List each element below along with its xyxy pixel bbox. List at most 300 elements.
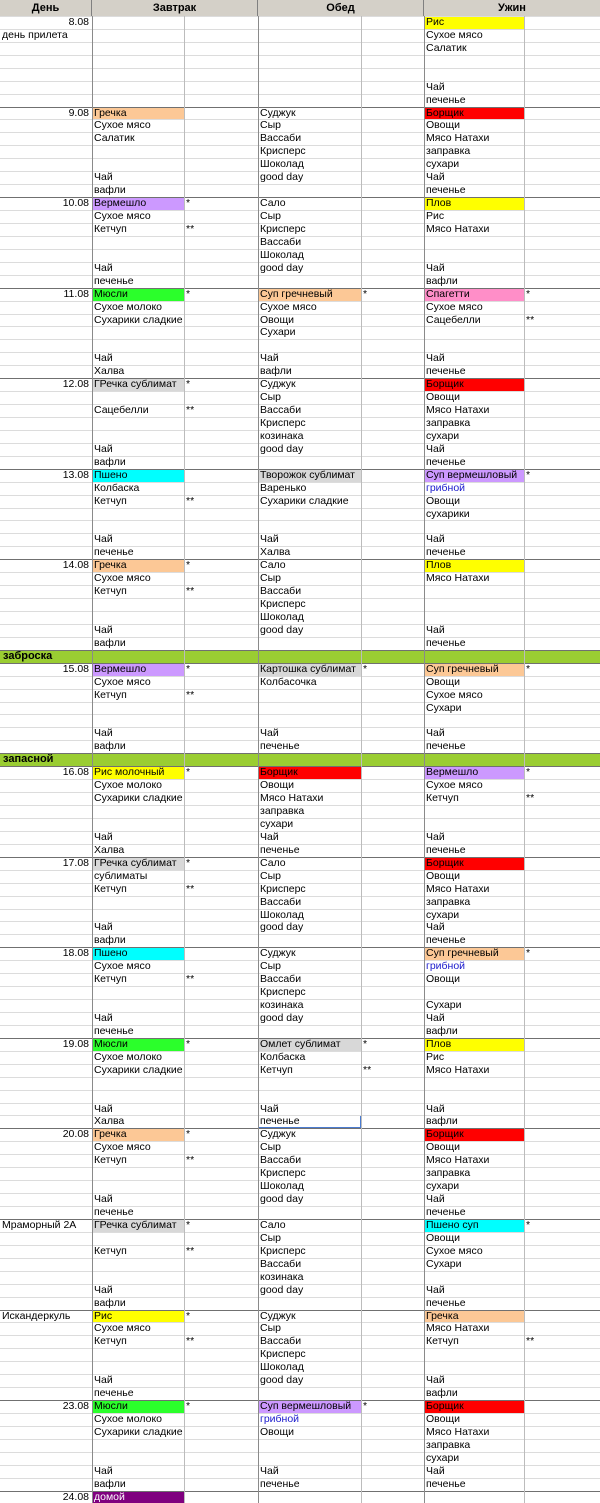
cell-dinner[interactable]: заправка bbox=[426, 1167, 471, 1180]
cell-dinner[interactable]: Овощи bbox=[426, 1231, 460, 1244]
cell-dinner[interactable]: сухари bbox=[426, 908, 460, 921]
cell-dinner-mark[interactable]: * bbox=[526, 662, 531, 675]
cell-breakfast[interactable]: Кетчуп bbox=[94, 1244, 127, 1257]
cell-dinner[interactable]: Овощи bbox=[426, 1412, 460, 1425]
cell-lunch[interactable]: Вассаби bbox=[260, 585, 302, 598]
cell-breakfast[interactable]: Сухое молоко bbox=[94, 1412, 163, 1425]
cell-breakfast[interactable]: ГРечка сублимат bbox=[92, 1219, 184, 1232]
cell-lunch[interactable]: Шоколад bbox=[260, 611, 304, 623]
cell-dinner[interactable]: Спагетти bbox=[424, 288, 524, 301]
cell-lunch[interactable]: Чай bbox=[260, 1102, 279, 1115]
cell-lunch[interactable]: Суджук bbox=[260, 106, 296, 119]
header-dinner[interactable]: Ужин bbox=[498, 2, 526, 14]
cell-lunch[interactable]: Вассаби bbox=[260, 1154, 302, 1167]
cell-breakfast[interactable]: Пшено bbox=[92, 469, 184, 482]
cell-lunch[interactable]: good day bbox=[260, 171, 304, 184]
cell-breakfast[interactable]: Кетчуп bbox=[94, 585, 127, 598]
cell-lunch[interactable]: Суп вермешловый bbox=[258, 1400, 361, 1413]
cell-breakfast[interactable]: Сухое мясо bbox=[94, 675, 151, 688]
cell-dinner[interactable]: Мясо Натахи bbox=[426, 1154, 490, 1167]
cell-dinner[interactable]: Суп вермешловый bbox=[424, 469, 524, 482]
cell-lunch[interactable]: Чай bbox=[260, 1464, 279, 1477]
cell-breakfast[interactable]: Чай bbox=[94, 171, 113, 184]
cell-dinner[interactable]: Чай bbox=[426, 830, 445, 843]
cell-dinner[interactable]: Чай bbox=[426, 533, 445, 546]
cell-breakfast-mark[interactable]: ** bbox=[186, 1154, 195, 1167]
cell-breakfast-mark[interactable]: * bbox=[186, 1218, 191, 1231]
cell-breakfast[interactable]: печенье bbox=[94, 1206, 134, 1219]
cell-breakfast[interactable]: Сухое мясо bbox=[94, 960, 151, 973]
cell-dinner[interactable]: вафли bbox=[426, 1115, 458, 1128]
cell-dinner[interactable]: Мясо Натахи bbox=[426, 1063, 490, 1076]
cell-dinner[interactable]: печенье bbox=[426, 1296, 466, 1309]
cell-dinner[interactable]: вафли bbox=[426, 1024, 458, 1037]
cell-dinner[interactable]: Мясо Натахи bbox=[426, 1322, 490, 1335]
cell-dinner[interactable]: Суп гречневый bbox=[424, 663, 524, 676]
cell-day[interactable]: 19.08 bbox=[62, 1037, 89, 1050]
cell-breakfast[interactable]: Чай bbox=[94, 1193, 113, 1206]
cell-lunch[interactable]: Картошка сублимат bbox=[258, 663, 361, 676]
cell-lunch[interactable]: Шоколад bbox=[260, 1361, 304, 1374]
cell-lunch[interactable]: Сало bbox=[260, 1218, 286, 1231]
cell-dinner[interactable]: печенье bbox=[426, 636, 466, 649]
cell-dinner[interactable]: Сухари bbox=[426, 1257, 462, 1270]
cell-lunch[interactable]: Крисперс bbox=[260, 222, 306, 235]
cell-breakfast[interactable]: вафли bbox=[94, 1477, 126, 1490]
cell-day[interactable]: 11.08 bbox=[63, 287, 89, 300]
cell-lunch[interactable]: Суджук bbox=[260, 1128, 296, 1141]
cell-dinner[interactable]: Гречка bbox=[424, 1310, 524, 1323]
cell-dinner[interactable]: Мясо Натахи bbox=[426, 404, 490, 417]
cell-breakfast[interactable]: Сухое мясо bbox=[94, 1141, 151, 1154]
cell-breakfast[interactable]: Халва bbox=[94, 843, 125, 856]
cell-lunch[interactable]: Вассаби bbox=[260, 895, 302, 908]
cell-dinner[interactable]: сухари bbox=[426, 158, 460, 171]
cell-lunch[interactable]: Сыр bbox=[260, 572, 281, 585]
cell-lunch[interactable]: Крисперс bbox=[260, 1244, 306, 1257]
cell-breakfast[interactable]: печенье bbox=[94, 274, 134, 287]
cell-lunch[interactable]: Мясо Натахи bbox=[260, 792, 324, 805]
cell-dinner[interactable]: заправка bbox=[426, 145, 471, 158]
cell-dinner[interactable]: печенье bbox=[426, 740, 466, 753]
cell-dinner[interactable]: Мясо Натахи bbox=[426, 1425, 490, 1438]
cell-lunch[interactable]: Овощи bbox=[260, 779, 294, 792]
cell-lunch[interactable]: Сухарики сладкие bbox=[260, 494, 349, 507]
cell-dinner-mark[interactable]: * bbox=[526, 468, 531, 481]
cell-dinner[interactable]: грибной bbox=[426, 481, 466, 494]
cell-lunch[interactable]: good day bbox=[260, 921, 304, 934]
cell-breakfast[interactable]: Сухое мясо bbox=[94, 210, 151, 223]
cell-lunch[interactable]: Сыр bbox=[260, 1141, 281, 1154]
cell-lunch[interactable]: Колбасочка bbox=[260, 675, 317, 688]
cell-lunch[interactable]: Суджук bbox=[260, 947, 296, 960]
cell-lunch[interactable]: Крисперс bbox=[260, 882, 306, 895]
cell-dinner[interactable]: Чай bbox=[426, 352, 445, 365]
cell-dinner[interactable]: Мясо Натахи bbox=[426, 222, 490, 235]
cell-breakfast[interactable]: Халва bbox=[94, 365, 125, 378]
cell-lunch[interactable]: Вассаби bbox=[260, 1257, 302, 1270]
cell-dinner[interactable]: Сухое мясо bbox=[426, 300, 483, 313]
cell-lunch[interactable]: Суджук bbox=[260, 1309, 296, 1322]
cell-dinner[interactable]: вафли bbox=[426, 1387, 458, 1400]
cell-breakfast[interactable]: ГРечка сублимат bbox=[92, 857, 184, 870]
cell-lunch[interactable]: Крисперс bbox=[260, 1167, 306, 1180]
cell-dinner[interactable]: грибной bbox=[426, 960, 466, 973]
cell-breakfast-mark[interactable]: ** bbox=[186, 882, 195, 895]
cell-dinner[interactable]: Чай bbox=[426, 1102, 445, 1115]
cell-breakfast[interactable]: домой bbox=[92, 1491, 184, 1503]
cell-lunch[interactable]: good day bbox=[260, 442, 304, 455]
cell-dinner[interactable]: Сухое мясо bbox=[426, 28, 483, 41]
cell-breakfast[interactable]: Гречка bbox=[92, 559, 184, 572]
cell-lunch[interactable]: Омлет сублимат bbox=[258, 1038, 361, 1051]
cell-day[interactable]: 20.08 bbox=[62, 1128, 89, 1141]
cell-lunch[interactable]: Борщик bbox=[258, 766, 361, 779]
cell-breakfast[interactable]: Гречка bbox=[92, 107, 184, 120]
cell-breakfast[interactable]: Кетчуп bbox=[94, 494, 127, 507]
cell-lunch[interactable]: Суджук bbox=[260, 378, 296, 391]
cell-breakfast[interactable]: Рис bbox=[92, 1310, 184, 1323]
cell-day[interactable]: 8.08 bbox=[68, 16, 89, 28]
cell-dinner-mark[interactable]: * bbox=[526, 287, 531, 300]
cell-dinner-mark[interactable]: ** bbox=[526, 313, 535, 326]
cell-dinner[interactable]: Сухое мясо bbox=[426, 1244, 483, 1257]
cell-breakfast[interactable]: Чай bbox=[94, 1102, 113, 1115]
cell-dinner[interactable]: Овощи bbox=[426, 869, 460, 882]
cell-breakfast-mark[interactable]: ** bbox=[186, 688, 195, 701]
cell-breakfast[interactable]: Сухое молоко bbox=[94, 300, 163, 313]
cell-breakfast[interactable]: Чай bbox=[94, 442, 113, 455]
cell-day[interactable]: 16.08 bbox=[62, 766, 89, 779]
cell-dinner[interactable]: Чай bbox=[426, 921, 445, 934]
cell-lunch[interactable]: печенье bbox=[260, 740, 300, 753]
cell-dinner[interactable]: Чай bbox=[426, 261, 445, 274]
cell-day[interactable]: 23.08 bbox=[62, 1400, 89, 1413]
cell-dinner-mark[interactable]: * bbox=[526, 947, 531, 960]
cell-day[interactable]: 17.08 bbox=[62, 856, 89, 869]
cell-lunch[interactable]: Сыр bbox=[260, 391, 281, 404]
cell-breakfast[interactable]: Кетчуп bbox=[94, 882, 127, 895]
cell-dinner[interactable]: Сухое мясо bbox=[426, 688, 483, 701]
cell-breakfast[interactable]: вафли bbox=[94, 184, 126, 197]
cell-breakfast[interactable]: Мюсли bbox=[92, 1400, 184, 1413]
cell-breakfast[interactable]: Кетчуп bbox=[94, 973, 127, 986]
cell-breakfast[interactable]: Чай bbox=[94, 352, 113, 365]
cell-day[interactable]: 9.08 bbox=[68, 106, 89, 119]
cell-lunch[interactable]: Сыр bbox=[260, 869, 281, 882]
cell-breakfast-mark[interactable]: ** bbox=[186, 585, 195, 598]
cell-lunch-mark[interactable]: * bbox=[363, 1037, 368, 1050]
cell-lunch[interactable]: Шоколад bbox=[260, 1180, 304, 1193]
cell-breakfast[interactable]: Кетчуп bbox=[94, 1335, 127, 1348]
cell-breakfast-mark[interactable]: * bbox=[186, 1309, 191, 1322]
cell-dinner-mark[interactable]: * bbox=[526, 766, 531, 779]
cell-lunch[interactable]: good day bbox=[260, 1374, 304, 1387]
cell-dinner[interactable]: Борщик bbox=[424, 378, 524, 391]
cell-lunch[interactable]: Вассаби bbox=[260, 404, 302, 417]
cell-breakfast[interactable]: Сацебелли bbox=[94, 404, 149, 417]
cell-lunch[interactable]: Шоколад bbox=[260, 158, 304, 171]
cell-dinner[interactable]: Чай bbox=[426, 623, 445, 636]
cell-lunch[interactable]: Крисперс bbox=[260, 598, 306, 611]
cell-breakfast[interactable]: Чай bbox=[94, 623, 113, 636]
cell-day[interactable]: 15.08 bbox=[62, 662, 89, 675]
cell-breakfast[interactable]: Халва bbox=[94, 1115, 125, 1128]
cell-lunch[interactable]: печенье bbox=[260, 843, 300, 856]
cell-breakfast-mark[interactable]: * bbox=[186, 559, 191, 572]
cell-dinner[interactable]: Чай bbox=[426, 1374, 445, 1387]
cell-lunch[interactable]: Овощи bbox=[260, 313, 294, 326]
cell-lunch[interactable]: сухари bbox=[260, 817, 294, 830]
cell-lunch[interactable]: Крисперс bbox=[260, 145, 306, 158]
cell-breakfast[interactable]: Салатик bbox=[94, 132, 135, 145]
cell-breakfast[interactable]: печенье bbox=[94, 1387, 134, 1400]
cell-dinner[interactable]: Сухари bbox=[426, 999, 462, 1012]
cell-lunch[interactable]: Чай bbox=[260, 533, 279, 546]
cell-dinner[interactable]: Плов bbox=[424, 197, 524, 210]
cell-lunch[interactable]: Шоколад bbox=[260, 248, 304, 261]
cell-dinner[interactable]: Чай bbox=[426, 1193, 445, 1206]
cell-day[interactable]: 24.08 bbox=[62, 1490, 89, 1503]
cell-dinner[interactable]: печенье bbox=[426, 93, 466, 106]
cell-dinner[interactable]: Салатик bbox=[426, 41, 467, 54]
cell-dinner[interactable]: Чай bbox=[426, 1283, 445, 1296]
cell-dinner[interactable]: Рис bbox=[426, 1050, 445, 1063]
cell-lunch[interactable]: Творожок сублимат bbox=[258, 469, 361, 482]
cell-lunch[interactable]: печенье bbox=[258, 1115, 361, 1128]
cell-breakfast[interactable]: вафли bbox=[94, 455, 126, 468]
cell-dinner[interactable]: печенье bbox=[426, 455, 466, 468]
cell-lunch[interactable]: Чай bbox=[260, 727, 279, 740]
cell-day[interactable]: Мраморный 2А bbox=[2, 1218, 77, 1231]
cell-lunch[interactable]: good day bbox=[260, 261, 304, 274]
cell-dinner[interactable]: печенье bbox=[426, 1477, 466, 1490]
cell-breakfast[interactable]: Чай bbox=[94, 261, 113, 274]
cell-lunch[interactable]: Овощи bbox=[260, 1425, 294, 1438]
cell-breakfast[interactable]: печенье bbox=[94, 1024, 134, 1037]
cell-dinner[interactable]: Чай bbox=[426, 727, 445, 740]
cell-lunch[interactable]: вафли bbox=[260, 365, 292, 378]
cell-dinner[interactable]: заправка bbox=[426, 1438, 471, 1451]
cell-breakfast[interactable]: Сухое молоко bbox=[94, 779, 163, 792]
cell-lunch[interactable]: Колбаска bbox=[260, 1050, 306, 1063]
cell-breakfast[interactable]: Колбаска bbox=[94, 481, 140, 494]
cell-lunch[interactable]: Чай bbox=[260, 352, 279, 365]
cell-dinner[interactable]: Сухари bbox=[426, 701, 462, 714]
cell-breakfast[interactable]: Сухое молоко bbox=[94, 1050, 163, 1063]
cell-dinner[interactable]: сухари bbox=[426, 1180, 460, 1193]
cell-breakfast-mark[interactable]: * bbox=[186, 1128, 191, 1141]
cell-dinner[interactable]: Мясо Натахи bbox=[426, 572, 490, 585]
cell-breakfast[interactable]: Чай bbox=[94, 830, 113, 843]
cell-dinner[interactable]: Овощи bbox=[426, 1141, 460, 1154]
cell-lunch[interactable]: Крисперс bbox=[260, 986, 306, 999]
cell-breakfast[interactable]: Вермешло bbox=[92, 663, 184, 676]
cell-breakfast[interactable]: Вермешло bbox=[92, 197, 184, 210]
cell-dinner[interactable]: Борщик bbox=[424, 857, 524, 870]
cell-dinner-mark[interactable]: * bbox=[526, 1218, 531, 1231]
cell-dinner[interactable]: Рис bbox=[426, 210, 445, 223]
header-lunch[interactable]: Обед bbox=[258, 0, 424, 16]
cell-breakfast-mark[interactable]: * bbox=[186, 378, 191, 391]
cell-lunch[interactable]: заправка bbox=[260, 805, 305, 818]
header-day[interactable]: День bbox=[0, 0, 92, 16]
cell-breakfast[interactable]: Сухое мясо bbox=[94, 119, 151, 132]
cell-breakfast[interactable]: Рис молочный bbox=[92, 766, 184, 779]
cell-breakfast-mark[interactable]: * bbox=[186, 1400, 191, 1413]
cell-lunch[interactable]: Вассаби bbox=[260, 132, 302, 145]
cell-dinner[interactable]: Чай bbox=[426, 171, 445, 184]
cell-lunch[interactable]: Вассаби bbox=[260, 973, 302, 986]
cell-dinner[interactable]: Овощи bbox=[426, 675, 460, 688]
cell-lunch[interactable]: Сыр bbox=[260, 960, 281, 973]
cell-dinner[interactable]: Борщик bbox=[424, 107, 524, 120]
cell-lunch[interactable]: Сыр bbox=[260, 119, 281, 132]
cell-breakfast[interactable]: Чай bbox=[94, 727, 113, 740]
cell-breakfast[interactable]: вафли bbox=[94, 934, 126, 947]
cell-dinner[interactable]: Чай bbox=[426, 80, 445, 93]
cell-lunch[interactable]: козинака bbox=[260, 429, 304, 442]
cell-lunch-mark[interactable]: * bbox=[363, 662, 368, 675]
cell-lunch[interactable]: Сало bbox=[260, 197, 286, 210]
cell-lunch-mark[interactable]: * bbox=[363, 1400, 368, 1413]
cell-breakfast[interactable]: Кетчуп bbox=[94, 688, 127, 701]
cell-lunch[interactable]: Халва bbox=[260, 546, 291, 559]
cell-breakfast[interactable]: Пшено bbox=[92, 947, 184, 960]
cell-lunch[interactable]: Сыр bbox=[260, 210, 281, 223]
cell-lunch[interactable]: Сухари bbox=[260, 326, 296, 339]
cell-dinner[interactable]: Чай bbox=[426, 442, 445, 455]
cell-lunch[interactable]: Чай bbox=[260, 830, 279, 843]
cell-day[interactable]: 12.08 bbox=[62, 378, 89, 391]
cell-dinner[interactable]: Борщик bbox=[424, 1128, 524, 1141]
cell-lunch[interactable]: грибной bbox=[260, 1412, 300, 1425]
cell-breakfast-mark[interactable]: ** bbox=[186, 222, 195, 235]
cell-dinner-mark[interactable]: ** bbox=[526, 1335, 535, 1348]
cell-breakfast[interactable]: Мюсли bbox=[92, 288, 184, 301]
cell-dinner[interactable]: Овощи bbox=[426, 494, 460, 507]
cell-breakfast-mark[interactable]: ** bbox=[186, 404, 195, 417]
header-breakfast[interactable]: Завтрак bbox=[92, 0, 258, 16]
cell-breakfast-mark[interactable]: * bbox=[186, 197, 191, 210]
cell-dinner[interactable]: печенье bbox=[426, 184, 466, 197]
cell-lunch[interactable]: Сыр bbox=[260, 1322, 281, 1335]
cell-dinner[interactable]: Овощи bbox=[426, 973, 460, 986]
cell-dinner[interactable]: Суп гречневый bbox=[424, 947, 524, 960]
cell-breakfast-mark[interactable]: * bbox=[186, 1037, 191, 1050]
cell-breakfast[interactable]: вафли bbox=[94, 1296, 126, 1309]
cell-day[interactable]: 13.08 bbox=[62, 468, 89, 481]
cell-lunch[interactable]: Сухое мясо bbox=[260, 300, 317, 313]
cell-breakfast[interactable]: Сухое мясо bbox=[94, 572, 151, 585]
section-row[interactable]: запасной bbox=[0, 753, 600, 766]
cell-dinner[interactable]: печенье bbox=[426, 934, 466, 947]
cell-dinner[interactable]: Мясо Натахи bbox=[426, 132, 490, 145]
cell-day[interactable]: 18.08 bbox=[62, 947, 89, 960]
cell-breakfast[interactable]: Чай bbox=[94, 921, 113, 934]
cell-breakfast[interactable]: Сухое мясо bbox=[94, 1322, 151, 1335]
cell-breakfast-mark[interactable]: * bbox=[186, 856, 191, 869]
cell-breakfast[interactable]: Сухарики сладкие bbox=[94, 313, 183, 326]
cell-breakfast[interactable]: Гречка bbox=[92, 1128, 184, 1141]
cell-lunch[interactable]: Вассаби bbox=[260, 1335, 302, 1348]
cell-breakfast-mark[interactable]: * bbox=[186, 287, 191, 300]
cell-dinner[interactable]: сухари bbox=[426, 429, 460, 442]
cell-breakfast[interactable]: вафли bbox=[94, 636, 126, 649]
cell-dinner[interactable]: заправка bbox=[426, 895, 471, 908]
cell-dinner-mark[interactable]: ** bbox=[526, 792, 535, 805]
cell-dinner[interactable]: сухари bbox=[426, 1451, 460, 1464]
cell-lunch[interactable]: Сало bbox=[260, 856, 286, 869]
cell-breakfast-mark[interactable]: * bbox=[186, 766, 191, 779]
cell-dinner[interactable]: Чай bbox=[426, 1464, 445, 1477]
cell-dinner[interactable]: Кетчуп bbox=[426, 1335, 459, 1348]
cell-breakfast-mark[interactable]: * bbox=[186, 662, 191, 675]
cell-day[interactable]: 14.08 bbox=[62, 559, 89, 572]
cell-lunch[interactable]: Сыр bbox=[260, 1231, 281, 1244]
cell-breakfast[interactable]: вафли bbox=[94, 740, 126, 753]
cell-dinner[interactable]: печенье bbox=[426, 1206, 466, 1219]
cell-dinner[interactable]: Плов bbox=[424, 559, 524, 572]
cell-lunch[interactable]: Варенько bbox=[260, 481, 307, 494]
cell-dinner[interactable]: сухарики bbox=[426, 507, 470, 520]
cell-dinner[interactable]: Пшено суп bbox=[424, 1219, 524, 1232]
cell-dinner[interactable]: Мясо Натахи bbox=[426, 882, 490, 895]
cell-breakfast[interactable]: Чай bbox=[94, 1011, 113, 1024]
cell-breakfast[interactable]: Сухарики сладкие bbox=[94, 792, 183, 805]
cell-lunch[interactable]: good day bbox=[260, 623, 304, 636]
cell-dinner[interactable]: Плов bbox=[424, 1038, 524, 1051]
cell-breakfast[interactable]: Чай bbox=[94, 1283, 113, 1296]
cell-lunch[interactable]: Суп гречневый bbox=[258, 288, 361, 301]
cell-breakfast[interactable]: Чай bbox=[94, 1374, 113, 1387]
cell-breakfast[interactable]: Сухарики сладкие bbox=[94, 1063, 183, 1076]
cell-breakfast[interactable]: ГРечка сублимат bbox=[92, 378, 184, 391]
cell-lunch[interactable]: good day bbox=[260, 1193, 304, 1206]
cell-dinner[interactable]: печенье bbox=[426, 843, 466, 856]
cell-dinner[interactable]: заправка bbox=[426, 416, 471, 429]
cell-breakfast-mark[interactable]: ** bbox=[186, 1244, 195, 1257]
cell-day[interactable]: день прилета bbox=[2, 28, 68, 41]
cell-breakfast-mark[interactable]: ** bbox=[186, 1335, 195, 1348]
cell-lunch[interactable]: Кетчуп bbox=[260, 1063, 293, 1076]
cell-dinner[interactable]: Вермешло bbox=[424, 766, 524, 779]
cell-lunch[interactable]: good day bbox=[260, 1011, 304, 1024]
cell-lunch[interactable]: good day bbox=[260, 1283, 304, 1296]
cell-lunch[interactable]: Шоколад bbox=[260, 908, 304, 921]
cell-breakfast[interactable]: Мюсли bbox=[92, 1038, 184, 1051]
cell-dinner[interactable]: вафли bbox=[426, 274, 458, 287]
cell-dinner[interactable]: Чай bbox=[426, 1011, 445, 1024]
cell-breakfast[interactable]: Чай bbox=[94, 533, 113, 546]
cell-dinner[interactable]: Кетчуп bbox=[426, 792, 459, 805]
cell-breakfast[interactable]: печенье bbox=[94, 546, 134, 559]
cell-dinner[interactable]: Сухое мясо bbox=[426, 779, 483, 792]
cell-dinner[interactable]: Борщик bbox=[424, 1400, 524, 1413]
cell-dinner[interactable]: Рис bbox=[424, 16, 524, 29]
cell-day[interactable]: Искандеркуль bbox=[2, 1309, 71, 1322]
cell-breakfast-mark[interactable]: ** bbox=[186, 973, 195, 986]
cell-lunch[interactable]: Вассаби bbox=[260, 235, 302, 248]
cell-lunch[interactable]: козинака bbox=[260, 1270, 304, 1283]
section-row[interactable]: заброска bbox=[0, 650, 600, 663]
cell-lunch-mark[interactable]: * bbox=[363, 287, 368, 300]
cell-breakfast[interactable]: Чай bbox=[94, 1464, 113, 1477]
cell-breakfast-mark[interactable]: ** bbox=[186, 494, 195, 507]
cell-lunch-mark[interactable]: ** bbox=[363, 1063, 372, 1076]
cell-breakfast[interactable]: Кетчуп bbox=[94, 222, 127, 235]
cell-lunch[interactable]: Сало bbox=[260, 559, 286, 572]
